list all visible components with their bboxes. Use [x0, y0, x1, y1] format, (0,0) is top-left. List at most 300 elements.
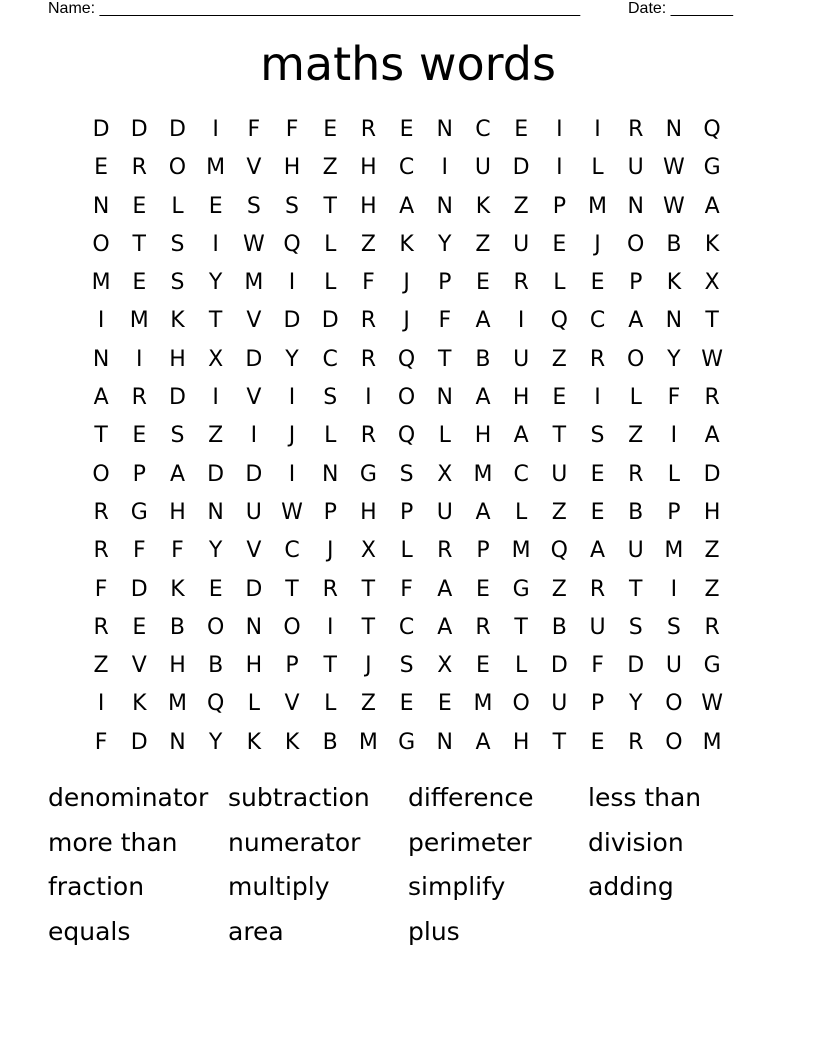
grid-letter: R [93, 538, 109, 564]
grid-letter: F [247, 117, 261, 142]
grid-letter: N [436, 117, 454, 142]
grid-letter: L [553, 270, 566, 296]
grid-letter: N [436, 729, 454, 755]
grid-letter: W [242, 231, 265, 257]
grid-letter: S [590, 423, 605, 449]
grid-letter: Y [208, 270, 223, 296]
grid-letter: E [208, 193, 223, 219]
grid-letter: O [168, 155, 187, 181]
grid-letter: T [628, 576, 643, 602]
word-list-item: numerator [228, 827, 361, 857]
grid-letter: N [436, 193, 454, 219]
word-list-item: multiply [228, 872, 330, 902]
grid-letter: D [321, 308, 339, 334]
grid-letter: C [513, 461, 529, 487]
word-list-item: perimeter [408, 827, 532, 857]
grid-letter: U [627, 538, 644, 564]
grid-letter: K [170, 576, 185, 602]
grid-letter: Z [704, 576, 720, 602]
grid-letter: Y [667, 346, 681, 372]
grid-letter: R [589, 346, 606, 372]
grid-letter: R [628, 117, 644, 142]
word-list-item: adding [588, 872, 674, 902]
grid-letter: M [129, 308, 149, 334]
grid-letter: T [208, 308, 223, 334]
grid-letter: H [512, 385, 530, 411]
grid-letter: B [208, 653, 224, 679]
grid-letter: D [512, 155, 530, 181]
grid-letter: B [475, 346, 491, 372]
grid-letter: X [208, 346, 224, 372]
grid-letter: H [169, 653, 186, 679]
grid-letter: Z [551, 346, 567, 372]
grid-letter: K [284, 729, 300, 755]
grid-letter: E [590, 729, 605, 755]
grid-letter: U [627, 155, 644, 181]
grid-letter: E [132, 614, 147, 640]
grid-letter: K [170, 308, 185, 334]
grid-letter: T [438, 346, 452, 372]
grid-letter: P [552, 193, 566, 219]
word-list-item: equals [48, 917, 131, 947]
grid-letter: D [703, 461, 721, 487]
grid-letter: F [400, 576, 413, 602]
grid-letter: C [589, 308, 606, 334]
grid-letter: X [360, 538, 376, 564]
grid-letter: M [511, 538, 531, 564]
grid-letter: L [324, 423, 337, 449]
grid-letter: A [513, 423, 529, 449]
grid-letter: U [245, 499, 262, 525]
grid-letter: K [704, 231, 720, 257]
grid-letter: P [323, 499, 337, 525]
grid-letter: O [665, 691, 683, 717]
grid-letter: Z [513, 193, 529, 219]
grid-letter: I [517, 308, 525, 334]
grid-letter: J [365, 653, 372, 679]
grid-letter: G [130, 499, 148, 525]
grid-letter: H [360, 155, 377, 181]
grid-letter: V [246, 308, 262, 334]
grid-letter: N [665, 308, 683, 334]
grid-letter: L [247, 691, 260, 717]
grid-letter: N [169, 729, 186, 755]
grid-letter: J [403, 308, 410, 334]
grid-letter: I [326, 614, 334, 640]
grid-letter: E [437, 691, 452, 717]
grid-letter: S [170, 231, 185, 257]
grid-letter: E [399, 691, 414, 717]
grid-letter: Y [628, 691, 643, 717]
grid-letter: H [512, 729, 530, 755]
grid-letter: D [283, 308, 301, 334]
grid-letter: T [552, 423, 567, 449]
grid-letter: M [167, 691, 187, 717]
grid-letter: T [361, 576, 376, 602]
grid-letter: P [285, 653, 299, 679]
grid-letter: X [437, 653, 453, 679]
grid-letter: O [627, 231, 645, 257]
grid-letter: A [93, 385, 109, 411]
grid-letter: E [323, 117, 338, 142]
grid-letter: A [399, 193, 415, 219]
grid-letter: A [475, 499, 491, 525]
grid-letter: N [92, 346, 110, 372]
word-list-item: area [228, 917, 284, 947]
grid-letter: O [665, 729, 683, 755]
date-line: Date: _______ [628, 0, 733, 17]
grid-letter: R [437, 538, 453, 564]
grid-letter: M [473, 691, 493, 717]
grid-letter: D [130, 576, 148, 602]
grid-letter: N [92, 193, 110, 219]
grid-letter: I [212, 117, 219, 142]
worksheet-header [48, 0, 740, 20]
grid-letter: Z [551, 576, 567, 602]
grid-letter: V [284, 691, 300, 717]
grid-letter: Y [285, 346, 299, 372]
grid-letter: L [629, 385, 642, 411]
grid-letter: H [360, 499, 377, 525]
grid-letter: E [476, 270, 490, 296]
grid-letter: A [475, 385, 491, 411]
grid-letter: Z [208, 423, 224, 449]
grid-letter: E [552, 231, 567, 257]
grid-letter: N [665, 117, 683, 142]
word-list-item: more than [48, 827, 178, 857]
grid-letter: O [92, 461, 110, 487]
grid-letter: B [551, 614, 567, 640]
grid-letter: Q [206, 691, 225, 717]
grid-letter: R [513, 270, 529, 296]
grid-letter: Q [397, 423, 416, 449]
grid-letter: D [92, 117, 110, 142]
grid-letter: D [130, 729, 148, 755]
grid-letter: T [514, 614, 528, 640]
grid-letter: J [326, 538, 334, 564]
grid-letter: F [132, 538, 146, 564]
grid-letter: S [170, 270, 185, 296]
grid-letter: S [628, 614, 643, 640]
grid-letter: W [701, 691, 723, 717]
grid-letter: N [207, 499, 224, 525]
grid-letter: B [169, 614, 186, 640]
grid-letter: V [246, 538, 262, 564]
grid-letter: R [93, 614, 109, 640]
grid-letter: Q [703, 117, 721, 142]
grid-letter: N [436, 385, 454, 411]
grid-letter: I [288, 385, 296, 411]
grid-letter: S [323, 385, 338, 411]
grid-letter: S [246, 193, 261, 219]
grid-letter: B [628, 499, 644, 525]
grid-letter: V [246, 385, 262, 411]
grid-letter: M [358, 729, 378, 755]
grid-letter: E [514, 117, 529, 142]
grid-letter: S [285, 193, 300, 219]
grid-letter: H [245, 653, 263, 679]
grid-letter: T [361, 614, 376, 640]
grid-letter: E [476, 653, 490, 679]
grid-letter: I [97, 308, 105, 334]
grid-letter: A [437, 576, 453, 602]
grid-letter: H [169, 346, 186, 372]
grid-letter: Z [93, 653, 109, 679]
grid-letter: H [283, 155, 301, 181]
grid-letter: T [323, 653, 337, 679]
grid-letter: Y [438, 231, 452, 257]
grid-letter: U [513, 231, 530, 257]
grid-letter: H [169, 499, 186, 525]
grid-letter: F [362, 270, 375, 296]
grid-letter: I [288, 270, 296, 296]
grid-letter: I [212, 385, 219, 411]
grid-letter: A [628, 308, 644, 334]
grid-letter: O [92, 231, 110, 257]
grid-letter: Y [208, 729, 223, 755]
grid-letter: R [704, 614, 720, 640]
grid-letter: C [322, 346, 338, 372]
grid-letter: U [665, 653, 682, 679]
grid-letter: E [132, 193, 147, 219]
letter-grid [82, 111, 732, 762]
grid-letter: T [705, 308, 719, 334]
grid-letter: D [168, 117, 186, 142]
grid-letter: D [245, 346, 263, 372]
grid-letter: W [663, 155, 685, 181]
grid-letter: A [475, 729, 491, 755]
grid-letter: Z [628, 423, 644, 449]
grid-letter: I [594, 117, 601, 142]
grid-letter: M [664, 538, 684, 564]
grid-letter: R [628, 729, 644, 755]
grid-letter: C [475, 117, 491, 142]
page-title: maths words [260, 37, 556, 91]
grid-letter: Z [475, 231, 491, 257]
grid-letter: I [97, 691, 105, 717]
grid-letter: G [703, 155, 721, 181]
grid-letter: M [588, 193, 608, 219]
grid-letter: F [171, 538, 184, 564]
grid-letter: Y [208, 538, 223, 564]
word-list-item: subtraction [228, 783, 370, 812]
grid-letter: F [591, 653, 604, 679]
grid-letter: U [551, 691, 568, 717]
grid-letter: G [398, 729, 416, 755]
grid-letter: Z [360, 691, 376, 717]
word-list-item: fraction [48, 872, 145, 902]
grid-letter: D [207, 461, 225, 487]
grid-letter: Z [322, 155, 338, 181]
grid-letter: L [438, 423, 451, 449]
grid-letter: L [171, 193, 184, 219]
grid-letter: W [663, 193, 685, 219]
grid-letter: P [667, 499, 681, 525]
grid-letter: R [322, 576, 338, 602]
grid-letter: O [627, 346, 645, 372]
grid-letter: P [399, 499, 414, 525]
grid-letter: R [475, 614, 491, 640]
grid-letter: Z [551, 499, 567, 525]
grid-letter: L [667, 461, 681, 487]
grid-letter: N [245, 614, 263, 640]
grid-letter: O [283, 614, 301, 640]
grid-letter: I [441, 155, 449, 181]
word-list-item: simplify [408, 872, 506, 902]
grid-letter: L [515, 499, 528, 525]
grid-letter: L [324, 691, 337, 717]
grid-letter: P [438, 270, 452, 296]
grid-letter: G [703, 653, 721, 679]
grid-letter: X [704, 270, 720, 296]
grid-letter: V [131, 653, 147, 679]
grid-letter: A [704, 423, 720, 449]
grid-letter: C [284, 538, 300, 564]
grid-letter: O [512, 691, 530, 717]
grid-letter: Q [550, 308, 568, 334]
grid-letter: E [132, 270, 147, 296]
grid-letter: R [704, 385, 720, 411]
grid-letter: T [285, 576, 299, 602]
grid-letter: M [244, 270, 264, 296]
grid-letter: R [628, 461, 644, 487]
word-list-item: plus [408, 917, 460, 947]
grid-letter: E [590, 461, 605, 487]
grid-letter: P [476, 538, 490, 564]
grid-letter: W [701, 346, 723, 372]
grid-letter: I [594, 385, 601, 411]
grid-letter: V [246, 155, 262, 181]
grid-letter: I [556, 117, 563, 142]
grid-letter: E [590, 270, 605, 296]
grid-letter: D [130, 117, 148, 142]
grid-letter: S [399, 461, 414, 487]
grid-letter: K [475, 193, 491, 219]
grid-letter: X [437, 461, 453, 487]
grid-letter: I [365, 385, 372, 411]
grid-letter: H [703, 499, 721, 525]
grid-letter: O [397, 385, 416, 411]
grid-letter: I [670, 576, 678, 602]
word-list-item: denominator [48, 783, 209, 812]
grid-letter: R [360, 423, 377, 449]
name-line: Name: ______________________________________________________ [48, 0, 581, 17]
grid-letter: I [556, 155, 563, 181]
grid-letter: A [704, 193, 720, 219]
word-list-item: less than [588, 783, 702, 812]
grid-letter: N [321, 461, 339, 487]
grid-letter: E [208, 576, 223, 602]
grid-letter: K [666, 270, 682, 296]
grid-letter: R [131, 155, 147, 181]
grid-letter: Z [704, 538, 720, 564]
grid-letter: J [288, 423, 296, 449]
grid-letter: U [436, 499, 453, 525]
grid-letter: U [589, 614, 606, 640]
grid-letter: R [589, 576, 606, 602]
grid-letter: I [670, 423, 678, 449]
grid-letter: W [281, 499, 303, 525]
grid-letter: T [323, 193, 337, 219]
grid-letter: C [398, 614, 415, 640]
grid-letter: F [285, 117, 299, 142]
grid-letter: M [206, 155, 226, 181]
grid-letter: J [594, 231, 601, 257]
grid-letter: K [132, 691, 147, 717]
grid-letter: M [91, 270, 111, 296]
grid-letter: K [399, 231, 414, 257]
grid-letter: S [170, 423, 185, 449]
grid-letter: E [552, 385, 567, 411]
grid-letter: E [94, 155, 109, 181]
grid-letter: L [400, 538, 413, 564]
grid-letter: L [591, 155, 604, 181]
grid-letter: F [667, 385, 681, 411]
grid-letter: U [474, 155, 492, 181]
grid-letter: F [94, 576, 108, 602]
grid-letter: H [474, 423, 492, 449]
grid-letter: M [702, 729, 722, 755]
grid-letter: D [245, 576, 263, 602]
grid-letter: S [399, 653, 414, 679]
grid-letter: A [475, 308, 491, 334]
grid-letter: Q [397, 346, 416, 372]
grid-letter: C [398, 155, 415, 181]
grid-letter: R [360, 308, 377, 334]
grid-letter: I [288, 461, 296, 487]
grid-letter: L [324, 231, 337, 257]
grid-letter: D [627, 653, 645, 679]
grid-letter: T [552, 729, 567, 755]
grid-letter: P [629, 270, 643, 296]
grid-letter: U [513, 346, 530, 372]
grid-letter: L [324, 270, 337, 296]
grid-letter: F [438, 308, 452, 334]
grid-letter: B [322, 729, 338, 755]
grid-letter: L [515, 653, 528, 679]
grid-letter: R [93, 499, 109, 525]
grid-letter: A [169, 461, 185, 487]
grid-letter: K [246, 729, 262, 755]
word-list-item: difference [408, 783, 534, 812]
grid-letter: E [590, 499, 605, 525]
grid-letter: D [168, 385, 186, 411]
grid-letter: I [250, 423, 258, 449]
grid-letter: R [360, 346, 377, 372]
grid-letter: P [132, 461, 146, 487]
grid-letter: G [359, 461, 377, 487]
grid-letter: T [94, 423, 108, 449]
grid-letter: F [94, 729, 108, 755]
grid-letter: E [476, 576, 490, 602]
grid-letter: O [206, 614, 225, 640]
grid-letter: P [590, 691, 605, 717]
grid-letter: H [360, 193, 377, 219]
grid-letter: A [590, 538, 606, 564]
grid-letter: I [212, 231, 219, 257]
grid-letter: E [399, 117, 414, 142]
grid-letter: D [245, 461, 263, 487]
grid-letter: G [512, 576, 530, 602]
grid-letter: E [132, 423, 147, 449]
word-list [48, 778, 768, 957]
grid-letter: Q [283, 231, 301, 257]
grid-letter: U [551, 461, 568, 487]
grid-letter: A [437, 614, 453, 640]
grid-letter: D [550, 653, 568, 679]
grid-letter: S [666, 614, 681, 640]
grid-letter: R [131, 385, 147, 411]
